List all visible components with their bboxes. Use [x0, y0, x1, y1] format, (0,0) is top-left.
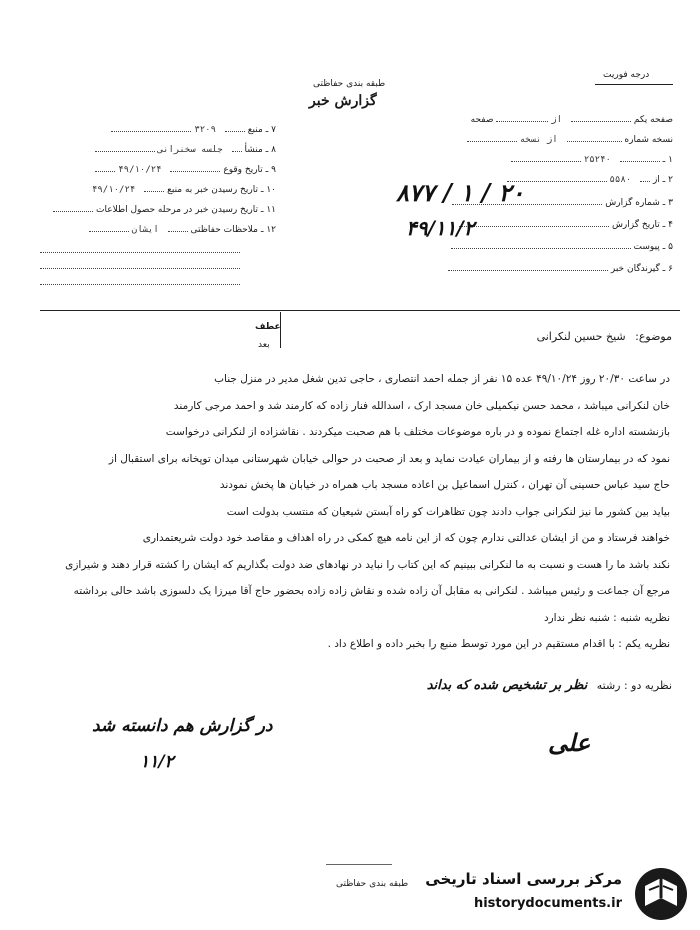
subject-value: شیخ حسین لنکرانی — [536, 330, 626, 343]
field-page: صفحه یکم از صفحه — [470, 115, 673, 125]
report-body — [30, 366, 670, 658]
field-security-notes: ۱۲ ـ ملاحظات حفاظتی ایشان — [89, 223, 276, 235]
handwritten-margin-date: ۱۱/۲ — [140, 752, 174, 772]
atf-sub: بعد — [258, 340, 270, 350]
archive-logo — [425, 864, 697, 926]
field-report-number: ۳ ـ شماره گزارش — [452, 196, 673, 208]
field-one: ۱ ـ ۲۵۲۴۰ — [511, 153, 673, 165]
field-report-date: ۴ ـ تاریخ گزارش — [459, 218, 673, 230]
document-title: گزارش خبر — [309, 93, 377, 109]
handwritten-signature: علی — [548, 728, 591, 757]
field-source: ۷ ـ منبع ۳۲۰۹ — [111, 123, 276, 135]
field-from: ۲ ـ از ۵۵۸۰ — [507, 173, 673, 185]
body-line: حاج سید عباس حسینی آن تهران ، کنترل اسماعیل بن اعاده مسجد باب همراه در خیابان ها پخش نمودند — [219, 479, 670, 491]
subject-line — [537, 330, 672, 343]
opinion-two-label: نظریه دو : رشته — [596, 679, 672, 692]
handwritten-margin-note: در گزارش هم دانسته شد — [92, 716, 273, 736]
subject-label: موضوع: — [635, 330, 672, 343]
classification-top: طبقه بندی حفاظتی — [313, 79, 386, 89]
archive-logo-icon — [631, 866, 691, 922]
body-line: نظریه یکم : با اقدام مستقیم در این مورد توسط منبع را بخبر داده و اطلاع داد . — [327, 638, 670, 650]
atf-label: عطف — [255, 322, 281, 332]
handwritten-report-number: ۸۷۷ / ۱ / ۲۰ — [396, 178, 525, 207]
opinion-two — [427, 678, 672, 693]
urgency-label: درجه فوریت — [603, 70, 650, 80]
body-line: نمود که در بیمارستان ها رفته و از بیماران عیادت نماید و بعد از صحبت در حوالی خیابان شهرستانی میدان توپخانه برای استقبال از — [108, 452, 670, 465]
field-source-receipt-date: ۱۰ ـ تاریخ رسیدن خبر به منبع ۴۹/۱۰/۲۴ — [91, 185, 276, 195]
field-recipients: ۶ ـ گیرندگان خبر — [448, 262, 673, 274]
field-attachment: ۵ ـ پیوست — [451, 240, 673, 252]
handwritten-report-date: ۴۹/۱۱/۲ — [406, 216, 475, 240]
body-line: نظریه شنبه : شنبه نظر ندارد — [543, 611, 670, 624]
body-line: مرجع آن جماعت و رئیس میباشد . لنکرانی به مقابل آن زاده شده و نقاش زاده زاده بحضور حاج آقا میرزا یک دلسوزی باشد حالی برداشته — [73, 585, 670, 597]
body-line: نکند باشد ما را هست و نسبت به ما لنکرانی ببینیم که این کتاب را نباید در نهادهای ضد دولت بگذاریم که ایشان را کشته قرار دهند و شیرازی — [65, 558, 670, 571]
field-intel-receipt-date: ۱۱ ـ تاریخ رسیدن خبر در مرحله حصول اطلاعات — [53, 203, 276, 215]
field-copy-number: نسخه شماره از نسخه — [467, 133, 673, 145]
body-line: خواهند فرستاد و من از ایشان عدالتی ندارم چون که از این نامه هیچ کمکی در راه اهداف و مقاصد خود دولت شریعتمداری — [142, 532, 670, 544]
body-line: بیاید بین کشور ما نیز لنکرانی جواب دادند چون تظاهرات کو راه آبستن شیعیان که منتسب بدولت است — [226, 505, 670, 518]
opinion-two-value: نظر بر تشخیص شده که بداند — [426, 678, 588, 693]
field-origin: ۸ ـ منشأ جلسه سخنرانی — [95, 143, 276, 155]
logo-text: مرکز بررسی اسناد تاریخی — [425, 870, 622, 888]
classification-bottom: طبقه بندی حفاظتی — [336, 879, 409, 889]
body-line: خان لنکرانی میباشد ، محمد حسن نیکمیلی خان مسجد ارک ، اسدالله فنار زاده که کارمند شد و احمد مرجی کارمند — [173, 399, 670, 412]
logo-url: historydocuments.ir — [473, 896, 622, 911]
body-line: بازنشسته اداره غله اجتماع نموده و در باره موضوعات مختلف با هم صحبت میکردند . نقاشزاده از لنکرانی درخواست — [165, 426, 670, 438]
body-line: در ساعت ۲۰/۳۰ روز ۴۹/۱۰/۲۴ عده ۱۵ نفر از جمله احمد انتصاری ، حاجی تدین شغل مدیر در منزل جناب — [214, 373, 670, 385]
field-occurrence-date: ۹ ـ تاریخ وقوع ۴۹/۱۰/۲۴ — [95, 163, 276, 175]
